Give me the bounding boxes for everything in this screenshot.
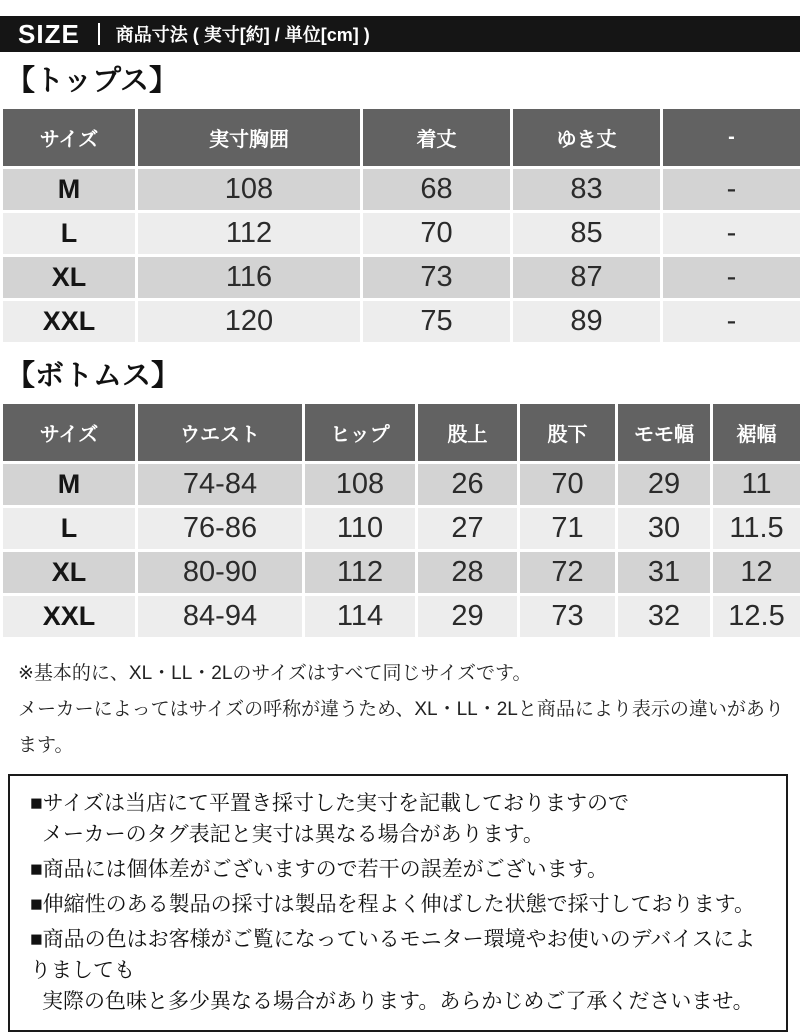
- column-header: ヒップ: [304, 403, 417, 463]
- value-cell: 75: [362, 300, 512, 344]
- value-cell: 27: [417, 507, 519, 551]
- column-header: ゆき丈: [512, 108, 662, 168]
- column-header: サイズ: [2, 403, 137, 463]
- tops-size-table: [0, 106, 800, 345]
- bottoms-heading: 【ボトムス】: [6, 359, 800, 393]
- measurement-disclaimer-box: [8, 774, 788, 1032]
- value-cell: 112: [304, 551, 417, 595]
- value-cell: 89: [512, 300, 662, 344]
- size-equivalence-note: [18, 656, 800, 764]
- value-cell: 70: [362, 212, 512, 256]
- value-cell: 11: [712, 463, 800, 507]
- table-row: [2, 463, 800, 507]
- disclaimer-line: ■サイズは当店にて平置き採寸した実寸を記載しておりますので: [30, 788, 770, 819]
- table-row: [2, 212, 800, 256]
- value-cell: 110: [304, 507, 417, 551]
- table-row: [2, 507, 800, 551]
- size-header-bar: [0, 16, 800, 52]
- disclaimer-line: ■商品には個体差がございますので若干の誤差がございます。: [30, 854, 770, 885]
- value-cell: 76-86: [137, 507, 304, 551]
- disclaimer-line: メーカーのタグ表記と実寸は異なる場合があります。: [30, 819, 770, 850]
- size-cell: XL: [2, 256, 137, 300]
- size-cell: XXL: [2, 300, 137, 344]
- value-cell: 29: [417, 595, 519, 639]
- column-header: モモ幅: [617, 403, 712, 463]
- value-cell: 108: [137, 168, 362, 212]
- value-cell: 112: [137, 212, 362, 256]
- value-cell: 11.5: [712, 507, 800, 551]
- table-row: [2, 168, 800, 212]
- size-cell: M: [2, 463, 137, 507]
- value-cell: 31: [617, 551, 712, 595]
- table-row: [2, 595, 800, 639]
- column-header: 着丈: [362, 108, 512, 168]
- size-cell: XXL: [2, 595, 137, 639]
- column-header: 裾幅: [712, 403, 800, 463]
- column-header: 股下: [519, 403, 617, 463]
- size-cell: L: [2, 212, 137, 256]
- value-cell: 26: [417, 463, 519, 507]
- size-cell: M: [2, 168, 137, 212]
- value-cell: 120: [137, 300, 362, 344]
- disclaimer-line: ■伸縮性のある製品の採寸は製品を程よく伸ばした状態で採寸しております。: [30, 889, 770, 920]
- bottoms-size-table: [0, 401, 800, 640]
- value-cell: 72: [519, 551, 617, 595]
- value-cell: 87: [512, 256, 662, 300]
- value-cell: 28: [417, 551, 519, 595]
- value-cell: -: [662, 300, 800, 344]
- value-cell: 85: [512, 212, 662, 256]
- table-row: [2, 551, 800, 595]
- value-cell: 84-94: [137, 595, 304, 639]
- value-cell: 73: [362, 256, 512, 300]
- value-cell: -: [662, 168, 800, 212]
- bottoms-header-row: [2, 403, 800, 463]
- value-cell: 68: [362, 168, 512, 212]
- size-cell: L: [2, 507, 137, 551]
- value-cell: -: [662, 256, 800, 300]
- value-cell: 73: [519, 595, 617, 639]
- size-cell: XL: [2, 551, 137, 595]
- value-cell: 71: [519, 507, 617, 551]
- column-header: 股上: [417, 403, 519, 463]
- value-cell: 12: [712, 551, 800, 595]
- value-cell: 108: [304, 463, 417, 507]
- value-cell: 32: [617, 595, 712, 639]
- column-header: サイズ: [2, 108, 137, 168]
- vertical-divider: [98, 23, 100, 45]
- column-header: ウエスト: [137, 403, 304, 463]
- value-cell: 116: [137, 256, 362, 300]
- value-cell: 29: [617, 463, 712, 507]
- value-cell: -: [662, 212, 800, 256]
- table-row: [2, 300, 800, 344]
- value-cell: 12.5: [712, 595, 800, 639]
- column-header: -: [662, 108, 800, 168]
- tops-header-row: [2, 108, 800, 168]
- value-cell: 114: [304, 595, 417, 639]
- disclaimer-line: ■商品の色はお客様がご覧になっているモニター環境やお使いのデバイスによりましても: [30, 924, 770, 986]
- tops-heading: 【トップス】: [6, 64, 800, 98]
- column-header: 実寸胸囲: [137, 108, 362, 168]
- value-cell: 74-84: [137, 463, 304, 507]
- value-cell: 30: [617, 507, 712, 551]
- note-line: ※基本的に、XL・LL・2Lのサイズはすべて同じサイズです。: [18, 656, 800, 692]
- table-row: [2, 256, 800, 300]
- size-title: SIZE: [18, 19, 80, 50]
- value-cell: 70: [519, 463, 617, 507]
- size-subtitle: 商品寸法 ( 実寸[約] / 単位[cm] ): [116, 21, 370, 47]
- disclaimer-line: 実際の色味と多少異なる場合があります。あらかじめご了承くださいませ。: [30, 986, 770, 1017]
- note-line: メーカーによってはサイズの呼称が違うため、XL・LL・2Lと商品により表示の違いがあります。: [18, 692, 800, 764]
- value-cell: 83: [512, 168, 662, 212]
- value-cell: 80-90: [137, 551, 304, 595]
